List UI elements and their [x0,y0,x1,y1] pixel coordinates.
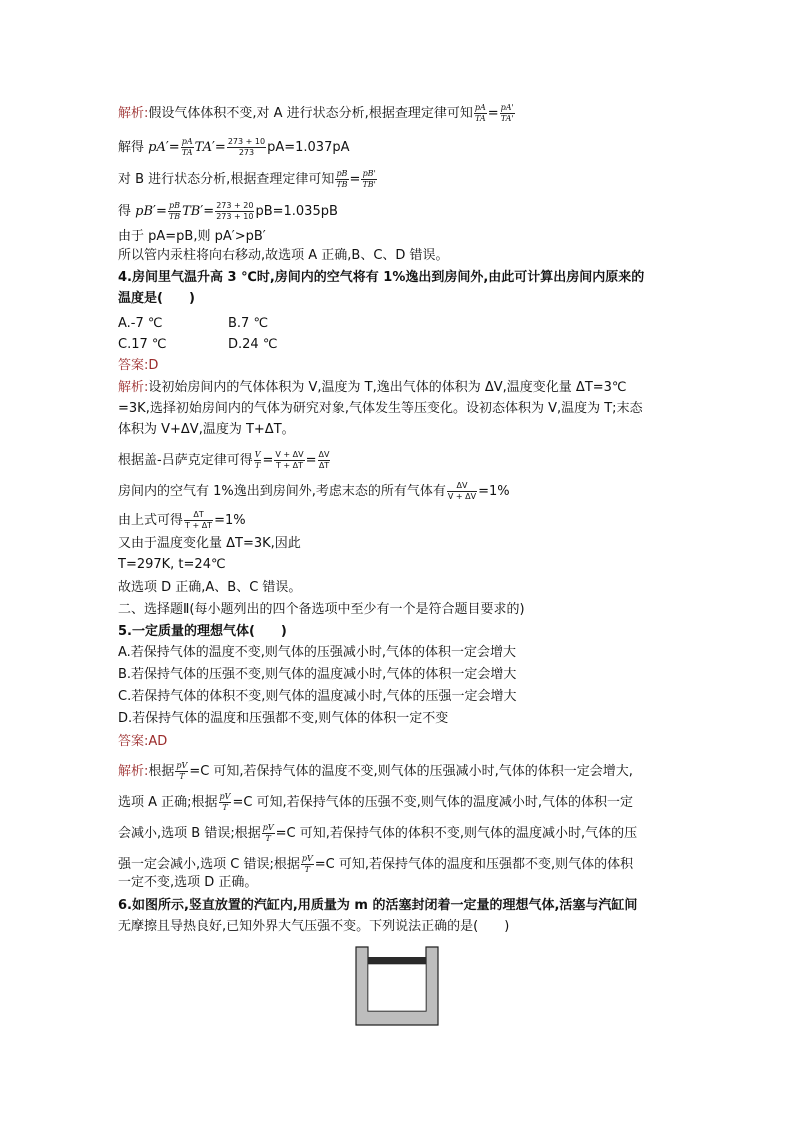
q5-solution-line-2: 选项 A 正确;根据 $\frac{pV}{T}$ =C 可知,若保持气体的压强不变,则气体的温度减小时,气体的体积一定 [118,792,633,812]
solution-label: 解析: [118,764,149,779]
fraction: $\frac{pV}{T}$ [262,823,274,843]
q4-solution-line-9: 故选项 D 正确,A、B、C 错误。 [118,580,302,595]
q4-solution-line-7: 又由于温度变化量 ΔT=3K,因此 [118,536,301,551]
q3-solution-line-3: 对 B 进行状态分析,根据查理定律可知 $\frac{pB}{TB}$ = $\frac{pB'}{TB'}$ [118,169,376,189]
fraction: $\frac{pB}{TB}$ [168,201,181,221]
fraction: $\frac{273 + 20}{273 + 10}$ [216,201,254,221]
q5-option-b: B.若保持气体的压强不变,则气体的温度减小时,气体的体积一定会增大 [118,667,517,682]
q4-option-a: A.-7 ℃ [118,316,163,331]
fraction: $\frac{pA'}{TA'}$ [500,103,514,123]
q3-solution-line-1: 解析:假设气体体积不变,对 A 进行状态分析,根据查理定律可知 $\frac{pA}{TA}$ = $\frac{pA'}{TA'}$ [118,103,514,123]
fraction: $\frac{pA}{TA}$ [474,103,486,123]
solution-label: 解析: [118,380,149,395]
q5-solution-line-4: 强一定会减小,选项 C 错误;根据 $\frac{pV}{T}$ =C 可知,若保持气体的温度和压强都不变,则气体的体积 [118,854,634,874]
q5-solution-line-5: 一定不变,选项 D 正确。 [118,875,258,890]
fraction: $\frac{pA}{TA}$ [181,137,193,157]
section-heading: 二、选择题Ⅱ(每小题列出的四个备选项中至少有一个是符合题目要求的) [118,602,525,617]
fraction: $\frac{pV}{T}$ [176,761,188,781]
q5-option-a: A.若保持气体的温度不变,则气体的压强减小时,气体的体积一定会增大 [118,645,517,660]
fraction: $\frac{V + \Delta V}{T + \Delta T}$ [275,450,304,470]
q3-solution-line-4: 得 pB′= $\frac{pB}{TB}$ TB′= $\frac{273 + 20}{273 + 10}$ pB=1.035pB [118,201,338,221]
fraction: $\frac{\Delta V}{V + \Delta V}$ [447,481,477,501]
cylinder-piston-figure [350,945,445,1030]
fraction: $\frac{pB'}{TB'}$ [362,169,376,189]
piston [368,957,426,964]
q4-solution-line-5: 房间内的空气有 1%逸出到房间外,考虑末态的所有气体有 $\frac{\Delta V}{V + \Delta V}$ =1% [118,481,510,501]
q6-stem-line-1: 6.如图所示,竖直放置的汽缸内,用质量为 m 的活塞封闭着一定量的理想气体,活塞与汽缸间 [118,898,638,913]
q4-solution-line-6: 由上式可得 $\frac{\Delta T}{T + \Delta T}$ =1% [118,510,246,530]
q4-option-c: C.17 ℃ [118,337,167,352]
solution-label: 解析: [118,106,149,121]
text: 假设气体体积不变,对 A 进行状态分析,根据查理定律可知 [148,106,473,121]
q4-option-b: B.7 ℃ [228,316,269,331]
q4-option-d: D.24 ℃ [228,337,278,352]
q4-answer: 答案:D [118,358,159,373]
q3-solution-line-6: 所以管内汞柱将向右移动,故选项 A 正确,B、C、D 错误。 [118,248,449,263]
fraction: $\frac{\Delta V}{\Delta T}$ [318,450,330,470]
fraction: $\frac{273 + 10}{273}$ [227,137,266,157]
fraction: $\frac{V}{T}$ [254,450,261,470]
q5-option-d: D.若保持气体的温度和压强都不变,则气体的体积一定不变 [118,711,449,726]
fraction: $\frac{pV}{T}$ [219,792,231,812]
q5-solution-line-3: 会减小,选项 B 错误;根据 $\frac{pV}{T}$ =C 可知,若保持气体的体积不变,则气体的温度减小时,气体的压 [118,823,638,843]
fraction: $\frac{pB}{TB}$ [336,169,348,189]
fraction: $\frac{\Delta T}{T + \Delta T}$ [185,510,213,530]
q5-answer: 答案:AD [118,734,168,749]
q3-solution-line-2: 解得 pA′= $\frac{pA}{TA}$ TA′= $\frac{273 + 10}{273}$ pA=1.037pA [118,137,350,157]
q3-solution-line-5: 由于 pA=pB,则 pA′>pB′ [118,229,266,244]
gas-region [368,964,426,1011]
q4-stem-line-1: 4.房间里气温升高 3 ℃时,房间内的空气将有 1%逸出到房间外,由此可计算出房间内原来的 [118,270,645,285]
q4-solution-line-4: 根据盖-吕萨克定律可得 $\frac{V}{T}$ = $\frac{V + \Delta V}{T + \Delta T}$ = $\frac{\Delta V}{\Delta T}$ [118,450,330,470]
q4-solution-line-3: 体积为 V+ΔV,温度为 T+ΔT。 [118,422,295,437]
q6-stem-line-2: 无摩擦且导热良好,已知外界大气压强不变。下列说法正确的是( ) [118,919,510,934]
fraction: $\frac{pV}{T}$ [301,854,313,874]
q4-solution-line-8: T=297K, t=24℃ [118,557,226,572]
q4-solution-line-1: 解析:设初始房间内的气体体积为 V,温度为 T,逸出气体的体积为 ΔV,温度变化量 ΔT=3℃ [118,380,627,395]
q4-solution-line-2: =3K,选择初始房间内的气体为研究对象,气体发生等压变化。设初态体积为 V,温度为 T;末态 [118,401,643,416]
q5-option-c: C.若保持气体的体积不变,则气体的温度减小时,气体的压强一定会增大 [118,689,517,704]
q5-solution-line-1: 解析:根据 $\frac{pV}{T}$ =C 可知,若保持气体的温度不变,则气体的压强减小时,气体的体积一定会增大, [118,761,633,781]
q5-stem: 5.一定质量的理想气体( ) [118,624,287,639]
q4-stem-line-2: 温度是( ) [118,291,195,306]
